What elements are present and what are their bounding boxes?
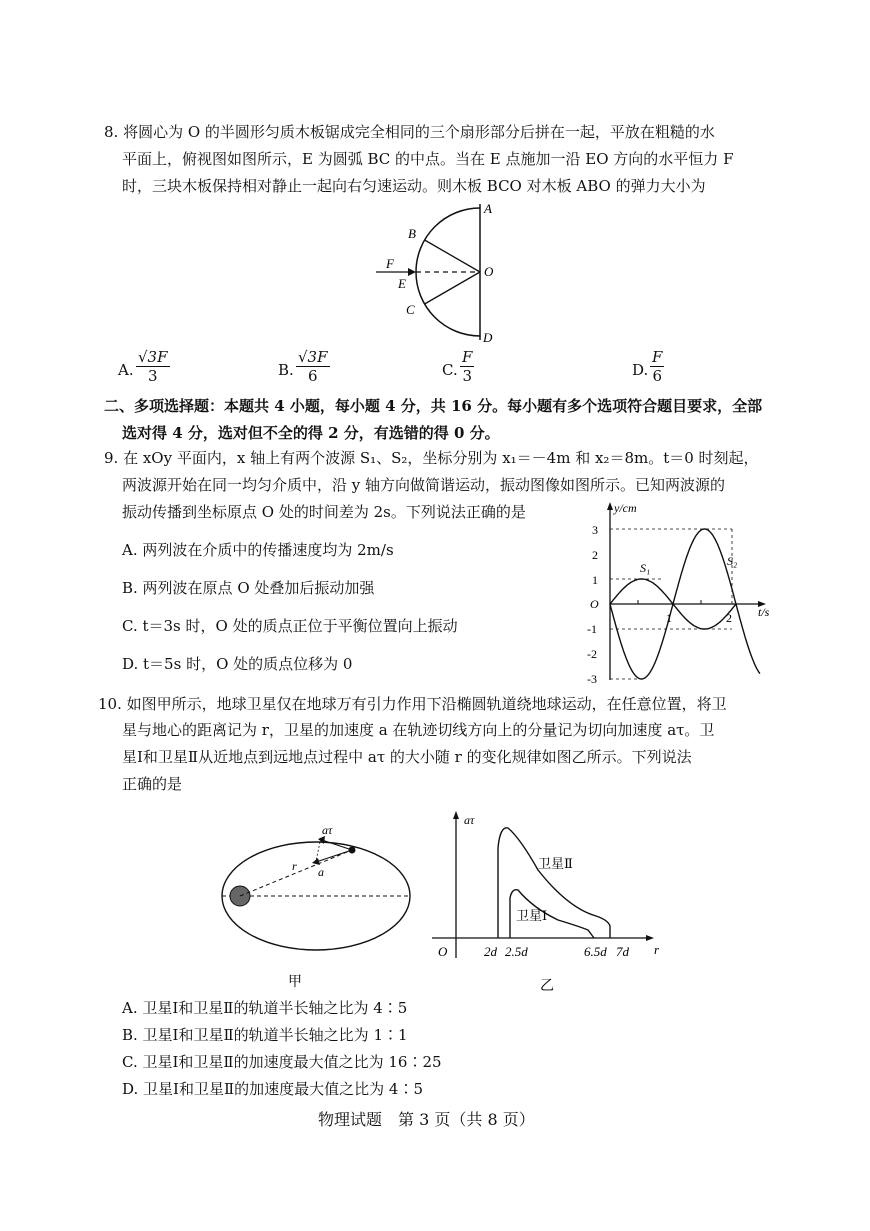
graph9-ytick-1: 1 xyxy=(592,573,598,587)
jia-label-atau: aτ xyxy=(322,823,333,837)
jia-label-r: r xyxy=(292,859,297,873)
q8-option-d-label: D. xyxy=(632,361,649,379)
yi-xlabel: r xyxy=(654,942,660,957)
q10-option-a: A. 卫星Ⅰ和卫星Ⅱ的轨道半长轴之比为 4∶5 xyxy=(122,999,408,1017)
q9-line1: 9. 在 xOy 平面内，x 轴上有两个波源 S₁、S₂，坐标分别为 x₁＝－4m 和 x₂＝8m。t＝0 时刻起， xyxy=(104,449,759,467)
graph9-ytick-3: 3 xyxy=(592,523,598,537)
graph9-ytick-neg1: -1 xyxy=(587,622,597,636)
q9-line3: 振动传播到坐标原点 O 处的时间差为 2s。下列说法正确的是 xyxy=(122,503,526,521)
q8-option-a-label: A. xyxy=(118,361,134,379)
graph9-ytick-neg2: -2 xyxy=(587,647,597,661)
graph9-label-s2: S₂ xyxy=(727,554,738,568)
q8-semicircle-figure xyxy=(370,198,510,346)
section2-line1: 二、多项选择题：本题共 4 小题，每小题 4 分，共 16 分。每小题有多个选项符合题目要求，全部 xyxy=(104,397,763,415)
page-footer: 物理试题 第 3 页（共 8 页） xyxy=(318,1110,535,1129)
q10-atau-vs-r-graph xyxy=(428,808,668,994)
fig8-label-A: A xyxy=(484,201,492,216)
jia-caption: 甲 xyxy=(288,975,302,990)
graph9-ytick-neg3: -3 xyxy=(587,672,597,686)
yi-caption: 乙 xyxy=(540,979,554,994)
q8-option-a-fraction: $\frac{√3F}{3}$ xyxy=(138,348,168,385)
fig8-label-O: O xyxy=(484,264,494,279)
q10-line4: 正确的是 xyxy=(122,775,183,793)
yi-xtick-2.5d: 2.5d xyxy=(505,944,528,959)
q10-option-c: C. 卫星Ⅰ和卫星Ⅱ的加速度最大值之比为 16∶25 xyxy=(122,1053,442,1071)
q9-option-d: D. t＝5s 时，O 处的质点位移为 0 xyxy=(122,655,353,673)
q10-ellipse-orbit-figure xyxy=(212,812,422,994)
q8-option-c-label: C. xyxy=(442,361,458,379)
fig8-label-E: E xyxy=(398,276,406,291)
yi-xtick-2d: 2d xyxy=(484,944,497,959)
jia-label-a: a xyxy=(318,865,324,879)
q9-option-b: B. 两列波在原点 O 处叠加后振动加强 xyxy=(122,579,375,597)
q10-option-d: D. 卫星Ⅰ和卫星Ⅱ的加速度最大值之比为 4∶5 xyxy=(122,1080,424,1098)
yi-xtick-6.5d: 6.5d xyxy=(584,944,607,959)
graph9-xtick-1: 1 xyxy=(666,611,672,625)
fig8-label-F: F xyxy=(386,256,394,271)
q10-line3: 星Ⅰ和卫星Ⅱ从近地点到远地点过程中 aτ 的大小随 r 的变化规律如图乙所示。下列说法 xyxy=(122,748,692,766)
graph9-ytick-2: 2 xyxy=(592,548,598,562)
graph9-xlabel: t/s xyxy=(758,605,770,619)
fig8-label-D: D xyxy=(483,330,493,345)
q10-option-b: B. 卫星Ⅰ和卫星Ⅱ的轨道半长轴之比为 1∶1 xyxy=(122,1026,408,1044)
q8-option-c-fraction: $\frac{F}{3}$ xyxy=(462,348,473,385)
q9-line2: 两波源开始在同一均匀介质中，沿 y 轴方向做简谐运动，振动图像如图所示。已知两波源的 xyxy=(122,476,726,494)
graph9-origin: O xyxy=(590,597,599,611)
q8-line3: 时，三块木板保持相对静止一起向右匀速运动。则木板 BCO 对木板 ABO 的弹力大小为 xyxy=(122,177,706,195)
q8-option-b-label: B. xyxy=(278,361,294,379)
fig8-label-C: C xyxy=(406,302,415,317)
yi-label-sat1: 卫星Ⅰ xyxy=(516,908,548,923)
q10-line1: 10. 如图甲所示，地球卫星仅在地球万有引力作用下沿椭圆轨道绕地球运动，在任意位置，将卫 xyxy=(98,695,727,713)
q9-option-c: C. t＝3s 时，O 处的质点正位于平衡位置向上振动 xyxy=(122,617,458,635)
graph9-xtick-2: 2 xyxy=(726,611,732,625)
q8-line1: 8. 将圆心为 O 的半圆形匀质木板锯成完全相同的三个扇形部分后拼在一起，平放在粗糙的水 xyxy=(104,123,715,141)
q9-vibration-graph xyxy=(582,498,792,688)
graph9-label-s1: S₁ xyxy=(640,561,651,575)
fig8-label-B: B xyxy=(408,226,416,241)
q8-option-d-fraction: $\frac{F}{6}$ xyxy=(652,348,663,385)
q8-line2: 平面上，俯视图如图所示，E 为圆弧 BC 的中点。当在 E 点施加一沿 EO 方向的水平恒力 F xyxy=(122,150,734,168)
section2-line2: 选对得 4 分，选对但不全的得 2 分，有选错的得 0 分。 xyxy=(122,424,500,442)
q8-option-b-fraction: $\frac{√3F}{6}$ xyxy=(298,348,328,385)
yi-ylabel: aτ xyxy=(464,813,475,827)
graph9-ylabel: y/cm xyxy=(614,501,637,515)
yi-xtick-7d: 7d xyxy=(616,944,629,959)
q9-option-a: A. 两列波在介质中的传播速度均为 2m/s xyxy=(122,541,394,559)
yi-label-sat2: 卫星Ⅱ xyxy=(538,856,573,871)
yi-origin: O xyxy=(438,944,448,959)
q10-line2: 星与地心的距离记为 r，卫星的加速度 a 在轨迹切线方向上的分量记为切向加速度 aτ。卫 xyxy=(122,721,715,739)
